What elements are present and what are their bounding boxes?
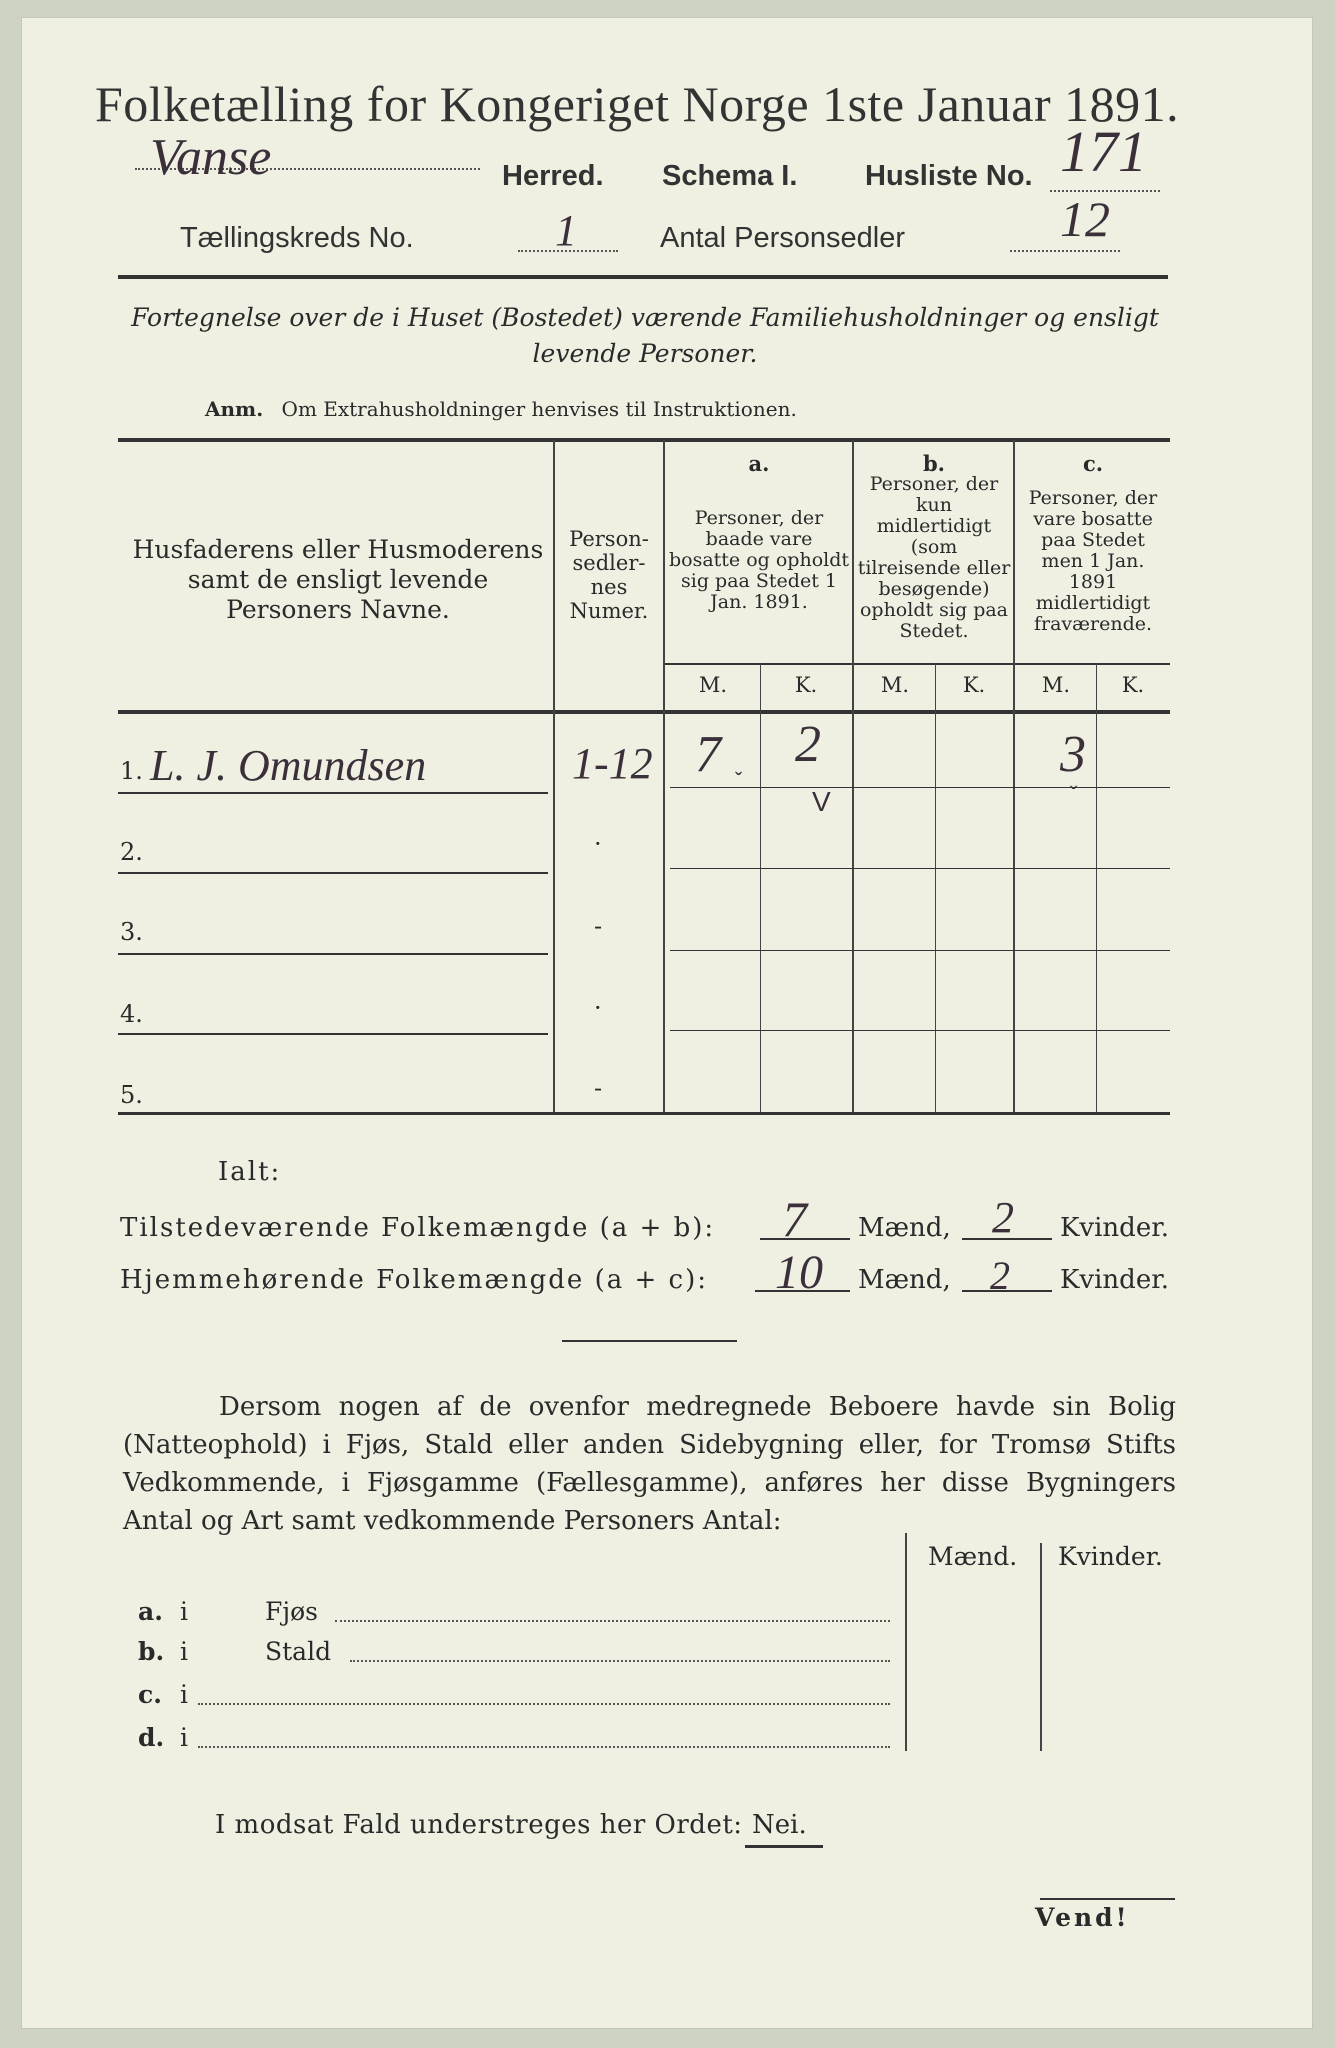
totals-line-2-label: Hjemmehørende Folkemængde (a + c):	[120, 1265, 708, 1295]
row-rule-4-name	[118, 1033, 548, 1035]
intro-line-2: levende Personer.	[532, 339, 758, 368]
row-2-number: 2.	[120, 838, 143, 866]
buildings-maend-header: Mænd.	[928, 1542, 1018, 1571]
anm-label: Anm.	[205, 397, 264, 421]
header-divider	[118, 275, 1168, 279]
row-3-number: 3.	[120, 918, 143, 946]
buildings-kvinder-header: Kvinder.	[1058, 1542, 1163, 1571]
modsat-word: Nei.	[752, 1810, 807, 1840]
row-1-c-m-check-icon: ˇ	[1070, 782, 1078, 807]
col-divider-a-mk	[760, 663, 761, 1112]
header-a-letter: a.	[748, 451, 770, 476]
intro-line-1: Fortegnelse over de i Huset (Bostedet) værende Familiehusholdninger og ensligt	[131, 303, 1159, 332]
buildings-col-divider-1	[905, 1533, 907, 1751]
totals-line-1-kvinder-word: Kvinder.	[1060, 1213, 1170, 1243]
intro-note	[110, 300, 1180, 372]
ialt-label: Ialt:	[218, 1157, 282, 1187]
personsedler-dotted-line	[1010, 250, 1120, 252]
schema-label: Schema I.	[662, 160, 798, 192]
row-1-a-k-check-icon: V	[812, 786, 831, 817]
building-b-letter: b.	[138, 1637, 165, 1666]
col-divider-c-mk	[1096, 663, 1097, 1112]
header-c-text: Personer, der vare bosatte paa Stedet men 1 Jan. 1891 midlertidigt fraværende.	[1028, 487, 1158, 635]
building-b-name: Stald	[265, 1637, 332, 1666]
anm-text: Om Extrahusholdninger henvises til Instruktionen.	[281, 397, 797, 421]
row-rule-1-name	[118, 792, 548, 794]
modsat-text: I modsat Fald understreges her Ordet:	[215, 1810, 743, 1840]
header-b-text: Personer, der kun midlertidigt (som tilreisende eller besøgende) opholdt sig paa Stedet.	[857, 473, 1011, 642]
row-4-numer: ·	[594, 994, 602, 1022]
vend-text: Vend!	[1035, 1903, 1130, 1932]
row-5-numer: -	[594, 1074, 603, 1102]
row-5-number: 5.	[120, 1081, 143, 1109]
modsat-underline	[745, 1845, 823, 1848]
totals-line-2-maend-word: Mænd,	[858, 1265, 951, 1295]
totals-line-2-maend: 10	[775, 1246, 823, 1299]
table-bottom-rule	[118, 1112, 1170, 1115]
header-a-text: Personer, der baade vare bosatte og opholdt sig paa Stedet 1 Jan. 1891.	[668, 507, 850, 613]
row-rule-4-cells	[670, 1030, 1170, 1031]
header-names: Husfaderens eller Husmoderens samt de ensligt levende Personers Navne.	[132, 535, 544, 624]
row-1-number: 1.	[120, 757, 143, 785]
building-c-letter: c.	[138, 1680, 162, 1709]
building-a-prefix: i	[180, 1597, 188, 1626]
row-rule-3-name	[118, 953, 548, 955]
kreds-label: Tællingskreds No.	[180, 222, 414, 254]
section-divider	[562, 1340, 737, 1342]
col-divider-numer	[663, 440, 665, 1112]
col-divider-a	[852, 440, 854, 1112]
husliste-label: Husliste No.	[865, 160, 1033, 192]
building-a-letter: a.	[138, 1597, 163, 1626]
building-c-dotted-line	[198, 1703, 890, 1705]
row-3-numer: -	[594, 912, 603, 940]
header-b-m: M.	[880, 673, 910, 697]
row-1-c-m: 3	[1060, 726, 1086, 783]
mk-subheader-rule	[665, 663, 1170, 665]
building-a-dotted-line	[335, 1620, 890, 1622]
row-1-a-k: 2	[795, 716, 821, 773]
kreds-value: 1	[555, 206, 577, 255]
header-b-k: K.	[962, 673, 986, 697]
row-1-a-m: 7	[695, 726, 721, 783]
row-1-a-m-check-icon: ˇ	[735, 768, 743, 793]
anm-note	[205, 397, 797, 421]
totals-line-1-label: Tilstedeværende Folkemængde (a + b):	[120, 1213, 716, 1243]
totals-line-1-maend: 7	[782, 1191, 807, 1247]
row-rule-2-name	[118, 872, 548, 874]
row-2-numer: ·	[594, 830, 602, 858]
building-b-dotted-line	[350, 1660, 890, 1662]
totals-line-2-kvinder-word: Kvinder.	[1060, 1265, 1170, 1295]
form-title: Folketælling for Kongeriget Norge 1ste Januar 1891.	[95, 76, 1180, 132]
building-a-name: Fjøs	[265, 1597, 318, 1626]
herred-value: Vanse	[150, 129, 272, 186]
vend-rule	[1040, 1898, 1175, 1900]
building-d-prefix: i	[180, 1723, 188, 1752]
header-c-m: M.	[1041, 673, 1071, 697]
header-a-k: K.	[794, 673, 818, 697]
herred-label: Herred.	[502, 160, 604, 192]
buildings-col-divider-2	[1040, 1543, 1042, 1751]
row-rule-1-cells	[670, 787, 1170, 788]
header-c-k: K.	[1121, 673, 1145, 697]
col-divider-names	[553, 440, 555, 1112]
totals-line-1-kvinder: 2	[992, 1193, 1014, 1242]
building-d-dotted-line	[198, 1746, 890, 1748]
header-b-letter: b.	[923, 451, 945, 476]
row-rule-2-cells	[670, 868, 1170, 869]
col-divider-b-mk	[935, 663, 936, 1112]
building-d-letter: d.	[138, 1723, 165, 1752]
header-c-letter: c.	[1082, 451, 1104, 476]
col-divider-b	[1013, 440, 1015, 1112]
row-rule-3-cells	[670, 950, 1170, 951]
personsedler-label: Antal Personsedler	[660, 222, 906, 254]
totals-line-2-kvinder: 2	[990, 1253, 1010, 1298]
personsedler-value: 12	[1060, 191, 1110, 247]
row-4-number: 4.	[120, 1000, 143, 1028]
row-1-name: L. J. Omundsen	[150, 741, 427, 790]
row-1-numer: 1-12	[572, 739, 653, 788]
husliste-value: 171	[1060, 119, 1147, 184]
header-a-m: M.	[698, 673, 728, 697]
buildings-paragraph: Dersom nogen af de ovenfor medregnede Beboere havde sin Bolig (Natteophold) i Fjøs, Stald eller anden Sidebygning eller, for Tromsø Stifts Vedkommende, i Fjøsgamme (Fællesgamme), anføres her disse Bygningers Antal og Art samt vedkommende Personers Antal:	[123, 1392, 1176, 1536]
building-b-prefix: i	[180, 1637, 188, 1666]
totals-line-1-maend-word: Mænd,	[858, 1213, 951, 1243]
header-numer: Person-sedler-nes Numer.	[569, 527, 649, 623]
building-c-prefix: i	[180, 1680, 188, 1709]
